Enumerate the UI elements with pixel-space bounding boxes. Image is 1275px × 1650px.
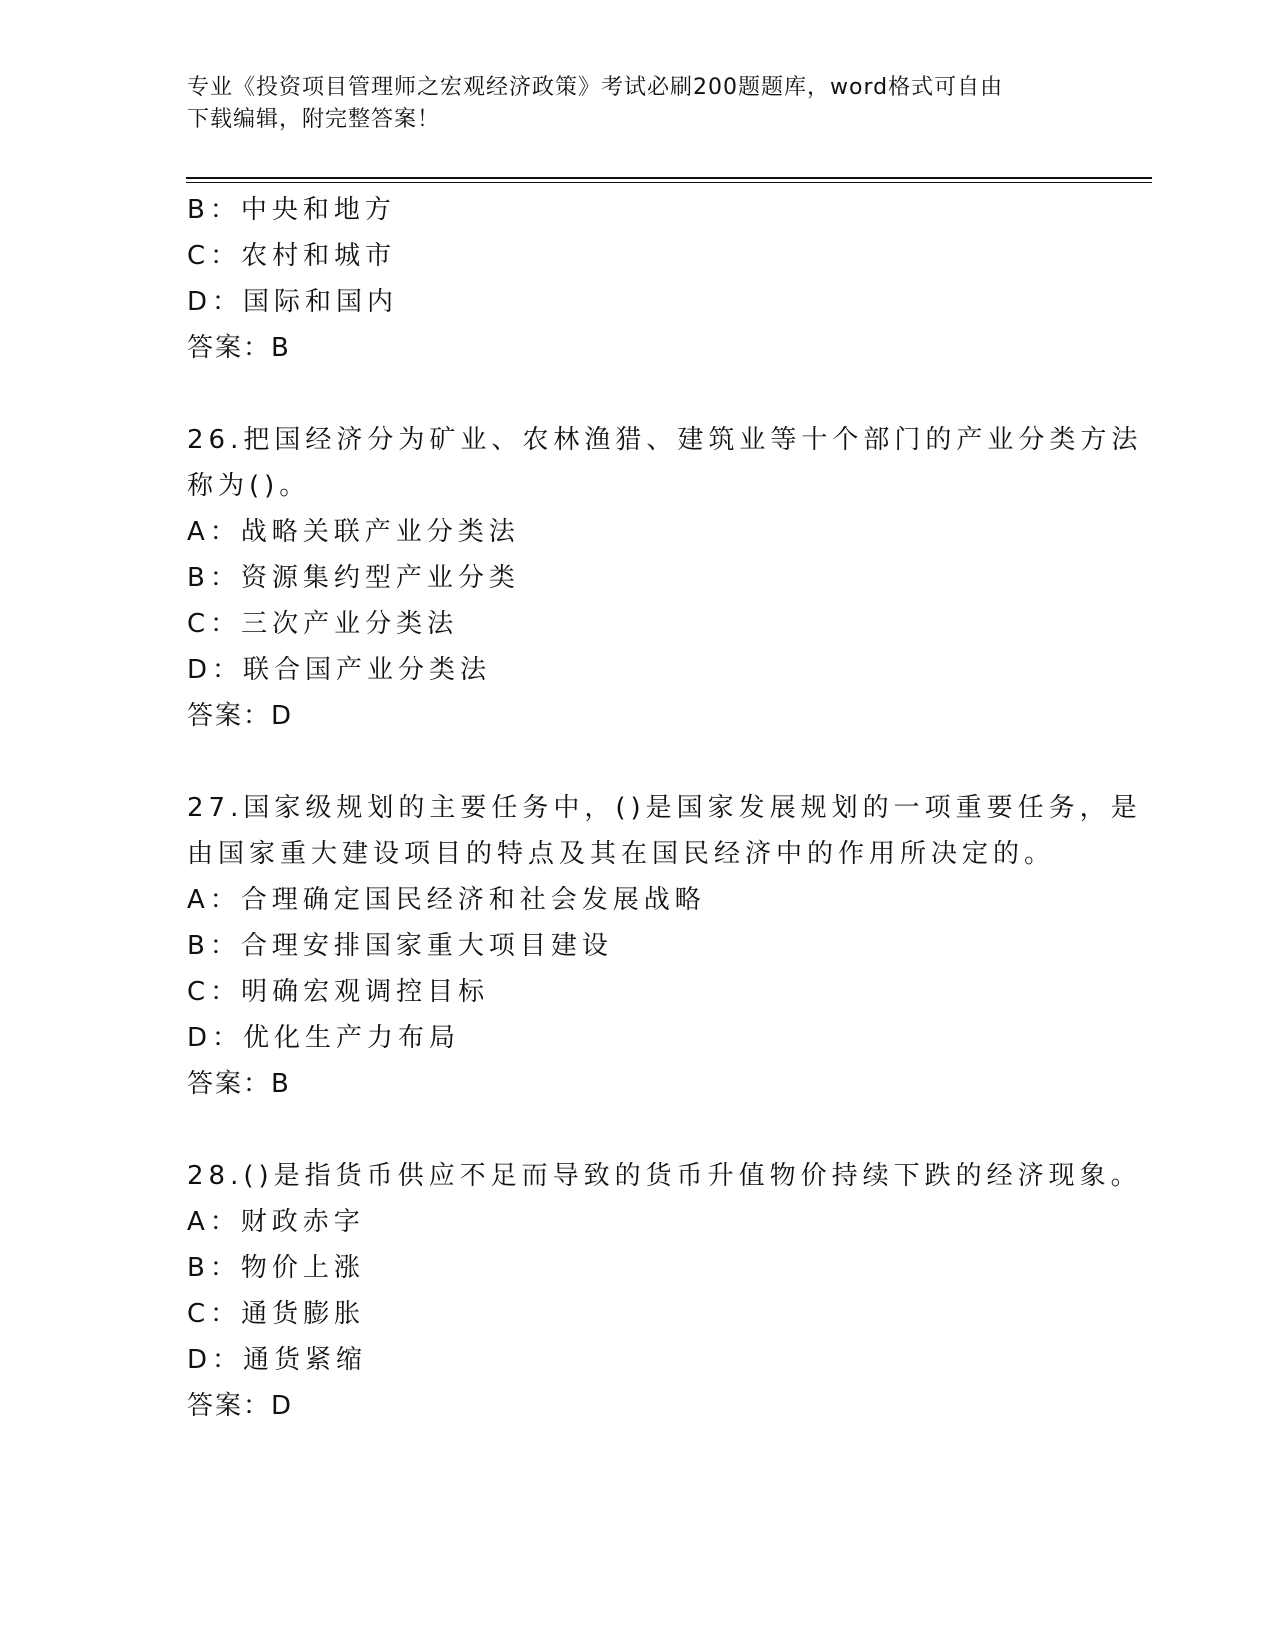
question-stem-line: 由国家重大建设项目的特点及其在国民经济中的作用所决定的。 bbox=[187, 839, 1056, 869]
option-a: A：财政赤字 bbox=[187, 1207, 365, 1237]
option-c: C：明确宏观调控目标 bbox=[187, 977, 490, 1007]
question-27 bbox=[187, 785, 1142, 1107]
option-c: C：通货膨胀 bbox=[187, 1299, 366, 1329]
answer: 答案：B bbox=[187, 1069, 291, 1099]
document-header bbox=[187, 72, 1067, 136]
option-c: C：三次产业分类法 bbox=[187, 609, 459, 639]
question-28 bbox=[187, 1153, 1142, 1429]
header-rule-thick bbox=[186, 177, 1152, 179]
answer: 答案：D bbox=[187, 1391, 294, 1421]
header-rule-thin bbox=[186, 182, 1152, 183]
question-26 bbox=[187, 417, 1143, 739]
question-25-continued bbox=[187, 187, 1087, 371]
option-d: D：通货紧缩 bbox=[187, 1345, 368, 1375]
document-body bbox=[187, 187, 1143, 1429]
option-b: B：资源集约型产业分类 bbox=[187, 563, 520, 593]
answer: 答案：B bbox=[187, 333, 291, 363]
question-stem-line: 27.国家级规划的主要任务中，()是国家发展规划的一项重要任务，是 bbox=[187, 793, 1142, 823]
question-stem-line: 28.()是指货币供应不足而导致的货币升值物价持续下跌的经济现象。 bbox=[187, 1161, 1142, 1191]
option-d: D：优化生产力布局 bbox=[187, 1023, 461, 1053]
option-a: A：战略关联产业分类法 bbox=[187, 517, 520, 547]
question-stem-line: 称为()。 bbox=[187, 471, 311, 501]
answer: 答案：D bbox=[187, 701, 294, 731]
option-a: A：合理确定国民经济和社会发展战略 bbox=[187, 885, 706, 915]
option-b: B：中央和地方 bbox=[187, 195, 396, 225]
option-b: B：合理安排国家重大项目建设 bbox=[187, 931, 613, 961]
header-line-1: 专业《投资项目管理师之宏观经济政策》考试必刷200题题库，word格式可自由 bbox=[187, 75, 1004, 100]
option-d: D：国际和国内 bbox=[187, 287, 399, 317]
header-line-2: 下载编辑，附完整答案！ bbox=[187, 107, 441, 132]
question-stem-line: 26.把国经济分为矿业、农林渔猎、建筑业等十个部门的产业分类方法 bbox=[187, 425, 1143, 455]
option-d: D：联合国产业分类法 bbox=[187, 655, 492, 685]
option-b: B：物价上涨 bbox=[187, 1253, 365, 1283]
option-c: C：农村和城市 bbox=[187, 241, 397, 271]
